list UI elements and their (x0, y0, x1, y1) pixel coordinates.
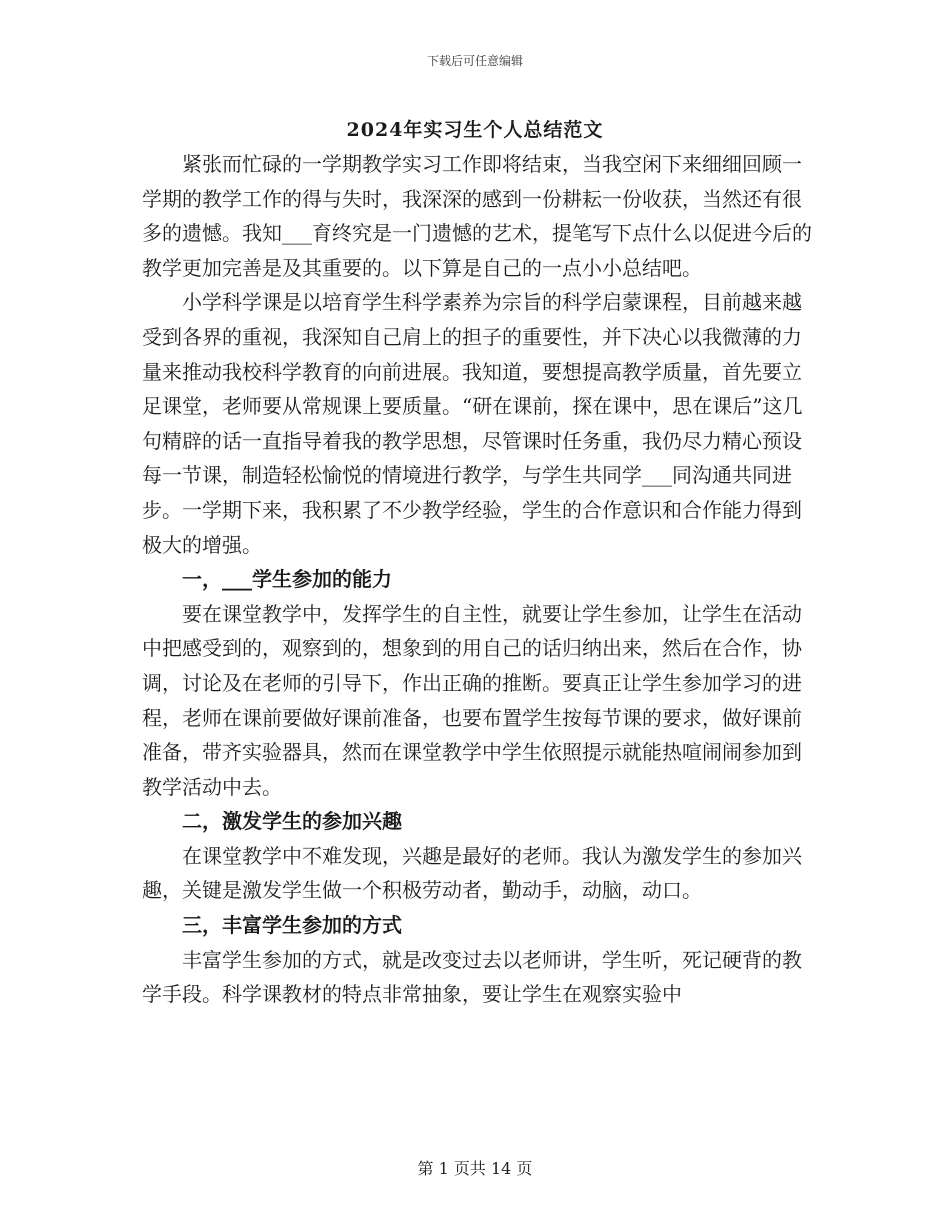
paragraph-intro: 紧张而忙碌的一学期教学实习工作即将结束，当我空闲下来细细回顾一学期的教学工作的得与失时，我深深的感到一份耕耘一份收获，当然还有很多的遗憾。我知___育终究是一门遗憾的艺术，提笔写下点什么以促进今后的教学更加完善是及其重要的。以下算是自己的一点小小总结吧。 (142, 152, 812, 280)
section-heading-1: 一，___学生参加的能力 (182, 567, 392, 592)
paragraph-science-class: 小学科学课是以培育学生科学素养为宗旨的科学启蒙课程，目前越来越受到各界的重视，我深知自己肩上的担子的重要性，并下决心以我微薄的力量来推动我校科学教育的向前进展。我知道，要想提高教学质量，首先要立足课堂，老师要从常规课上要质量。“研在课前，探在课中，思在课后”这几句精辟的话一直指导着我的教学思想，尽管课时任务重，我仍尽力精心预设每一节课，制造轻松愉悦的情境进行教学，与学生共同学___同沟通共同进步。一学期下来，我积累了不少教学经验，学生的合作意识和合作能力得到极大的增强。 (142, 290, 803, 557)
paragraph-section-2: 在课堂教学中不难发现，兴趣是最好的老师。我认为激发学生的参加兴趣，关键是激发学生做一个积极劳动者，勤动手，动脑，动口。 (142, 843, 802, 903)
section-heading-3: 三，丰富学生参加的方式 (182, 913, 402, 938)
document-body (142, 147, 812, 1012)
paragraph-section-3: 丰富学生参加的方式，就是改变过去以老师讲，学生听，死记硬背的教学手段。科学课教材的特点非常抽象，要让学生在观察实验中 (142, 947, 802, 1007)
section-heading-2: 二，激发学生的参加兴趣 (182, 809, 402, 834)
page-number-footer: 第 1 页共 14 页 (417, 1159, 533, 1178)
page-header: 下载后可任意编辑 (426, 54, 523, 68)
document-title: 2024年实习生个人总结范文 (346, 119, 604, 141)
paragraph-section-1: 要在课堂教学中，发挥学生的自主性，就要让学生参加，让学生在活动中把感受到的，观察到的，想象到的用自己的话归纳出来，然后在合作，协调，讨论及在老师的引导下，作出正确的推断。要真正让学生参加学习的进程，老师在课前要做好课前准备，也要布置学生按每节课的要求，做好课前准备，带齐实验器具，然而在课堂教学中学生依照提示就能热喧闹闹参加到教学活动中去。 (142, 601, 802, 799)
